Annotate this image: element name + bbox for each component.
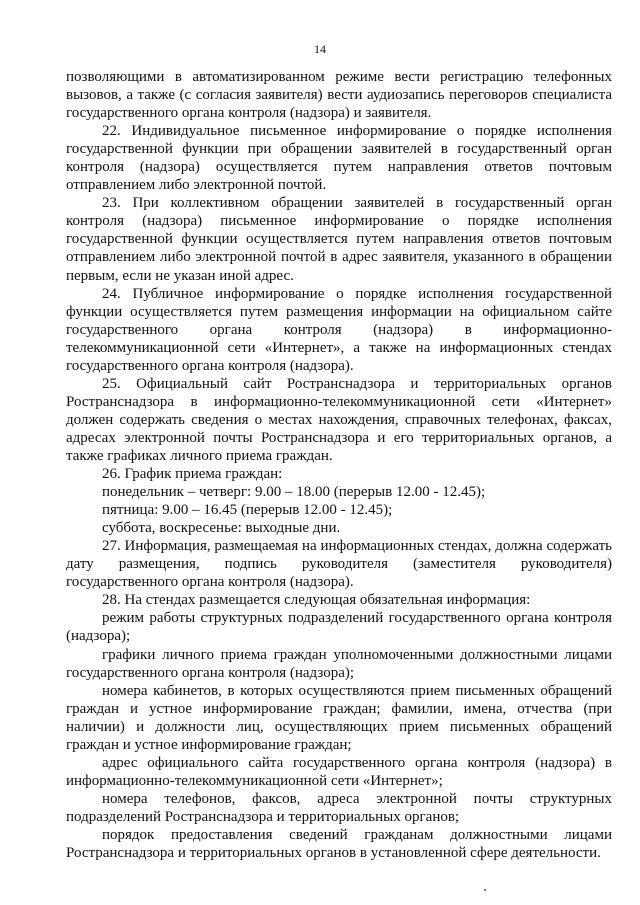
paragraph-22: 22. Индивидуальное письменное информирование о порядке исполнения государственной функции при обращении заявителей в государственный орган контроля (надзора) осуществляется путем направления ответов почтовым отправлением либо электронной почтой.	[66, 123, 612, 194]
reception-schedule	[66, 465, 612, 537]
paragraph-24: 24. Публичное информирование о порядке исполнения государственной функции осуществляется путем размещения информации на официальном сайте государственного органа контроля (надзора) в информационно-телекоммуникационной сети «Интернет», а также на информационных стендах государственного органа контроля (надзора).	[66, 285, 612, 374]
paragraph-28-office-numbers: номера кабинетов, в которых осуществляются прием письменных обращений граждан и устное информирование граждан; фамилии, имена, отчества (при наличии) и должности лиц, осуществляющих прием письменных обращений граждан и устное информирование граждан;	[66, 682, 612, 753]
paragraph-25: 25. Официальный сайт Ространснадзора и территориальных органов Ространснадзора в информационно-телекоммуникационной сети «Интернет» должен содержать сведения о местах нахождения, справочных телефонах, факсах, адресах электронной почты Ространснадзора и его территориальных органов, а также графиках личного приема граждан.	[66, 375, 612, 464]
paragraph-28-reception-schedules: графики личного приема граждан уполномоченными должностными лицами государственного органа контроля (надзора);	[66, 646, 612, 681]
schedule-line-mon-thu: понедельник – четверг: 9.00 – 18.00 (перерыв 12.00 - 12.45);	[102, 484, 486, 501]
paragraph-28-website: адрес официального сайта государственного органа контроля (надзора) в информационно-телекоммуникационной сети «Интернет»;	[66, 754, 612, 789]
schedule-line-weekend: суббота, воскресенье: выходные дни.	[102, 520, 341, 537]
paragraph-23: 23. При коллективном обращении заявителей в государственный орган контроля (надзора) письменное информирование о порядке исполнения государственной функции осуществляется путем направления ответов почтовым отправлением либо электронной почтой в адрес заявителя, указанного в обращении первым, если не указан иной адрес.	[66, 195, 612, 284]
paragraph-28-procedure: порядок предоставления сведений гражданам должностными лицами Ространснадзора и территориальных органов в установленной сфере деятельности.	[66, 826, 612, 862]
paragraph-27: 27. Информация, размещаемая на информационных стендах, должна содержать дату размещения, подпись руководителя (заместителя руководителя) государственного органа контроля (надзора).	[66, 538, 612, 591]
scan-speck	[484, 889, 486, 891]
paragraph-28: 28. На стендах размещается следующая обязательная информация:	[102, 592, 531, 609]
page-number: 14	[314, 42, 326, 56]
paragraph-28-contacts: номера телефонов, факсов, адреса электронной почты структурных подразделений Ространснадзора и территориальных органов;	[66, 790, 612, 825]
paragraph-28-work-hours: режим работы структурных подразделений государственного органа контроля (надзора);	[66, 610, 612, 645]
schedule-line-friday: пятница: 9.00 – 16.45 (перерыв 12.00 - 12.45);	[102, 502, 393, 519]
schedule-heading: 26. График приема граждан:	[102, 466, 283, 483]
document-body	[66, 68, 612, 862]
paragraph-continuation: позволяющими в автоматизированном режиме вести регистрацию телефонных вызовов, а также (с согласия заявителя) вести аудиозапись переговоров специалиста государственного органа контроля (надзора) и заявителя.	[66, 69, 612, 122]
